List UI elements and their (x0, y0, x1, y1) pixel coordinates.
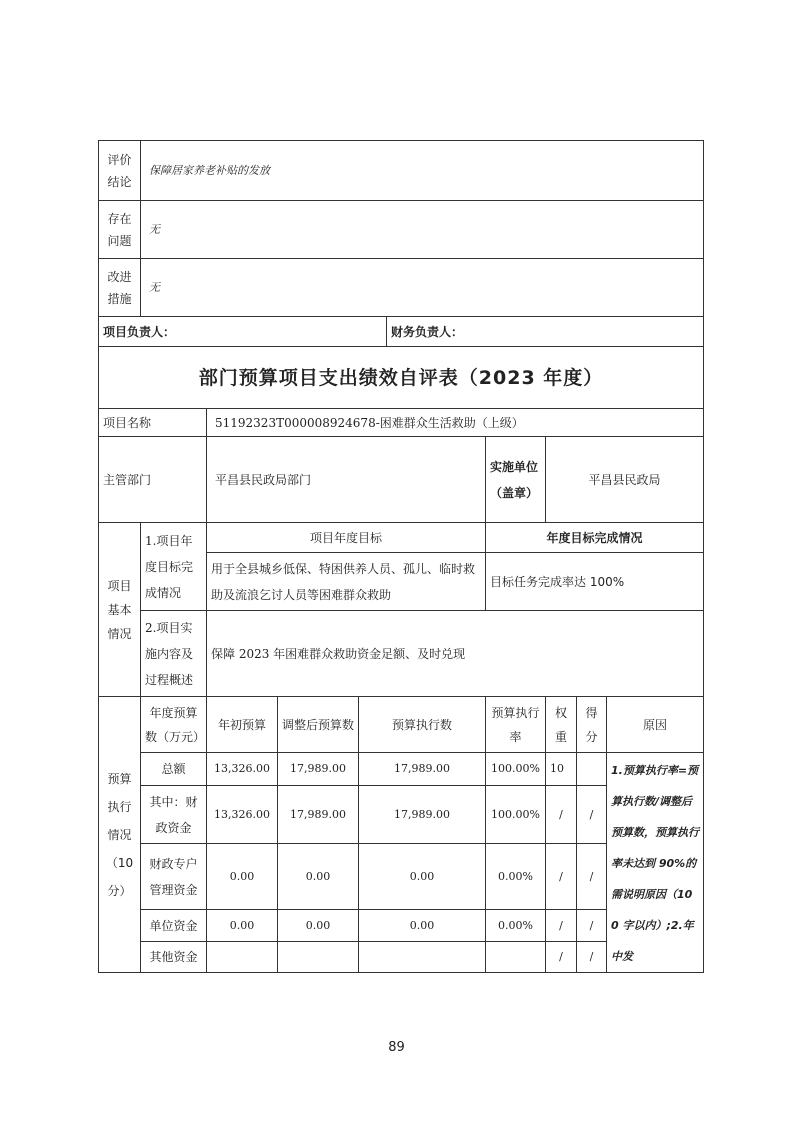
basic-info-label: 项目基本情况 (99, 523, 141, 697)
table-row (99, 201, 704, 259)
page-title: 部门预算项目支出绩效自评表（2023 年度） (99, 347, 704, 409)
budget-col7-header: 得分 (577, 697, 607, 753)
row-executed: 17,989.00 (359, 785, 486, 844)
table-row (99, 611, 704, 697)
goal-label: 1.项目年度目标完成情况 (141, 523, 207, 611)
row-weight: 10 (546, 753, 577, 786)
pingjia-value: 保障居家养老补贴的发放 (141, 141, 704, 201)
gaijin-value: 无 (141, 259, 704, 317)
row-adjusted: 17,989.00 (278, 753, 359, 786)
table-row (99, 409, 704, 437)
row-name: 单位资金 (141, 909, 207, 942)
row-initial: 13,326.00 (207, 785, 278, 844)
self-eval-table (98, 346, 704, 973)
impl-unit-value: 平昌县民政局 (546, 437, 704, 523)
row-score: / (577, 844, 607, 909)
goal-done-text: 目标任务完成率达 100% (486, 553, 704, 611)
row-score: / (577, 942, 607, 973)
budget-col5-header: 预算执行率 (486, 697, 546, 753)
table-row (99, 753, 704, 786)
row-score: / (577, 785, 607, 844)
budget-col6-header: 权重 (546, 697, 577, 753)
table-row (99, 141, 704, 201)
dept-value: 平昌县民政局部门 (207, 437, 486, 523)
reason-text: 1.预算执行率=预算执行数/调整后预算数，预算执行率未达到 90%的需说明原因（100 字以内）;2.年中发 (607, 753, 704, 973)
goal-done-header: 年度目标完成情况 (486, 523, 704, 553)
table-row (99, 697, 704, 753)
finance-owner-label: 财务负责人： (387, 317, 704, 347)
goal-header: 项目年度目标 (207, 523, 486, 553)
row-initial: 0.00 (207, 844, 278, 909)
dept-label: 主管部门 (99, 437, 207, 523)
table-row (99, 523, 704, 553)
row-name: 其他资金 (141, 942, 207, 973)
row-weight: / (546, 844, 577, 909)
gaijin-label: 改进措施 (99, 259, 141, 317)
row-weight: / (546, 785, 577, 844)
budget-label: 预算执行情况（10分） (99, 697, 141, 973)
row-rate: 0.00% (486, 909, 546, 942)
impl-unit-label: 实施单位（盖章） (486, 437, 546, 523)
row-executed: 17,989.00 (359, 753, 486, 786)
wenti-value: 无 (141, 201, 704, 259)
wenti-label: 存在问题 (99, 201, 141, 259)
impl-label: 2.项目实施内容及过程概述 (141, 611, 207, 697)
row-executed: 0.00 (359, 909, 486, 942)
row-rate (486, 942, 546, 973)
project-name-label: 项目名称 (99, 409, 207, 437)
row-executed: 0.00 (359, 844, 486, 909)
project-owner-label: 项目负责人： (99, 317, 387, 347)
row-name: 财政专户管理资金 (141, 844, 207, 909)
row-name: 总额 (141, 753, 207, 786)
row-rate: 100.00% (486, 753, 546, 786)
row-rate: 100.00% (486, 785, 546, 844)
goal-text: 用于全县城乡低保、特困供养人员、孤儿、临时救助及流浪乞讨人员等困难群众救助 (207, 553, 486, 611)
row-score: / (577, 909, 607, 942)
row-initial: 13,326.00 (207, 753, 278, 786)
table-row (99, 437, 704, 523)
row-initial (207, 942, 278, 973)
budget-col8-header: 原因 (607, 697, 704, 753)
table-row (99, 347, 704, 409)
budget-col4-header: 预算执行数 (359, 697, 486, 753)
page-number: 89 (388, 1040, 405, 1055)
row-executed (359, 942, 486, 973)
row-adjusted: 0.00 (278, 909, 359, 942)
budget-col2-header: 年初预算 (207, 697, 278, 753)
row-weight: / (546, 909, 577, 942)
impl-text: 保障 2023 年困难群众救助资金足额、及时兑现 (207, 611, 704, 697)
project-name-value: 51192323T000008924678-困难群众生活救助（上级） (207, 409, 704, 437)
row-rate: 0.00% (486, 844, 546, 909)
row-score (577, 753, 607, 786)
row-adjusted: 17,989.00 (278, 785, 359, 844)
pingjia-label: 评价结论 (99, 141, 141, 201)
evaluation-table (98, 140, 704, 347)
budget-col3-header: 调整后预算数 (278, 697, 359, 753)
row-initial: 0.00 (207, 909, 278, 942)
row-adjusted (278, 942, 359, 973)
row-name: 其中：财政资金 (141, 785, 207, 844)
table-row (99, 317, 704, 347)
row-weight: / (546, 942, 577, 973)
budget-col1-header: 年度预算数（万元） (141, 697, 207, 753)
table-row (99, 259, 704, 317)
row-adjusted: 0.00 (278, 844, 359, 909)
